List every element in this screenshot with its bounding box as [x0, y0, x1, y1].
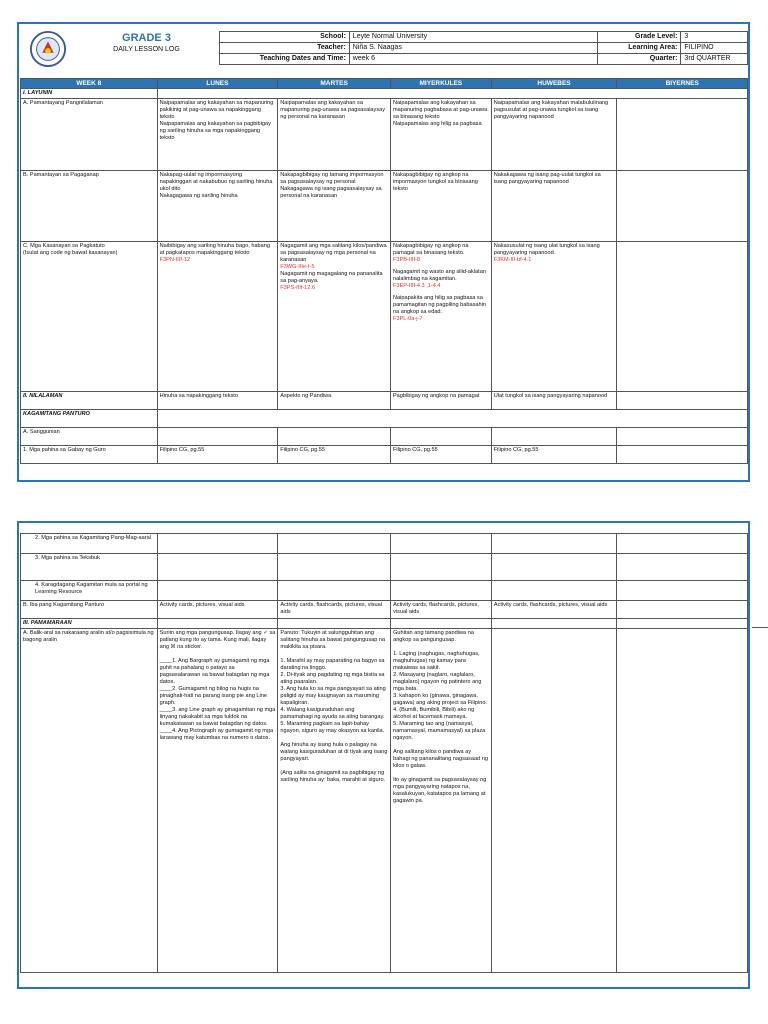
kagamitan-row — [21, 410, 748, 428]
cell: Naipapamalas ang kakayahan sa mapanuring pagbabasa at pag-unawa sa binasang teksto Naipapamalas ang hilig sa pagbasa — [390, 99, 491, 171]
row-label-pamantayang: A. Pamantayang Pangnilalaman — [21, 99, 158, 171]
cell — [390, 242, 491, 392]
col-miyerkules: MIYERKULES — [390, 79, 491, 89]
cell — [617, 629, 748, 973]
grade-title: GRADE 3 — [122, 32, 171, 44]
quarter-value: 3rd QUARTER — [681, 54, 748, 65]
pamamaraan-row — [21, 619, 748, 629]
lesson-log-subtitle: DAILY LESSON LOG — [113, 46, 180, 53]
cell — [617, 99, 748, 171]
cell: Filipino CG, pg.55 — [491, 446, 617, 464]
layunin-row — [21, 89, 748, 99]
header-info-table — [219, 31, 748, 65]
cell: Filipino CG, pg.55 — [278, 446, 391, 464]
cell: Filipino CG, pg.55 — [157, 446, 278, 464]
cell: Naipapamalas ang kakayahan sa mapanuring pakikinig at pag-unawa sa napakinggang teksto Naipapamalas ang kakayahan sa pagbibigay ng sariling hinuha sa mga napakinggang teksto — [157, 99, 278, 171]
learning-area-value: FILIPINO — [681, 43, 748, 54]
deped-seal-icon — [29, 30, 67, 68]
gabay-guro-label: 1. Mga pahina sa Gabay ng Guro — [21, 446, 158, 464]
iba-kagamitan-row — [21, 601, 748, 619]
pagaganap-row — [21, 171, 748, 242]
competency-code: F3PN-IIIf-12 — [159, 257, 191, 263]
cell: Nakapag-uulat ng impormasyong napakinggan at nakabubuo ng sariling hinuha ukol dito Nakagagawa ng sariling hinuha — [157, 171, 278, 242]
quarter-label: Quarter: — [598, 54, 681, 65]
learning-area-label: Learning Area: — [598, 43, 681, 54]
dates-value: week 6 — [349, 54, 598, 65]
gabay-guro-row — [21, 446, 748, 464]
teksbuk-label: 3. Mga pahina sa Teksbuk — [21, 554, 158, 581]
pamamaraan-heading: III. PAMAMARAAN — [21, 619, 158, 629]
nilalaman-heading: II. NILALAMAN — [21, 392, 158, 410]
teacher-value: Niña S. Naagas — [349, 43, 598, 54]
layunin-heading: I. LAYUNIN — [21, 89, 158, 99]
cell-text: Nagagamit ng magagalang na pananalita sa pag-anyaya. — [280, 271, 383, 284]
nilalaman-row — [21, 392, 748, 410]
cell — [491, 629, 617, 973]
kagamitang-magaaral-row — [21, 534, 748, 554]
cell: Activity cards, pictures, visual aids — [157, 601, 278, 619]
lesson-table-1 — [20, 78, 748, 464]
col-lunes: LUNES — [157, 79, 278, 89]
cell — [157, 242, 278, 392]
school-label: School: — [220, 32, 350, 43]
page-2 — [17, 521, 750, 989]
cell: Pagbibigay ng angkop na pamagat — [390, 392, 491, 410]
cell: Aspekto ng Pandiwa — [278, 392, 391, 410]
cell-text: Naipapakita ang hilig sa pagbasa sa pamamagitan ng pagpiling babasahin na angkop sa edad. — [392, 295, 486, 315]
col-martes: MARTES — [278, 79, 391, 89]
competency-code: F3KM-III-bf-4.1 — [493, 257, 532, 263]
kagamitan-heading: KAGAMITANG PANTURO — [21, 410, 158, 428]
cell — [617, 392, 748, 410]
cell: Guhitan ang tamang pandiwa na angkop sa pangungusap. 1. Laging (naghugas, naghuhugas, maghuhugas) ng kamay para makaiwas sa sakit. 2. Masayang (naglaro, naglalaro, maglalaro) ngayon ng patintero ang mga bata. 3. kahapon ko (ginawa, ginagawa, gagawa) ang aking project sa Filipino. 4. (Bumili, Bumibili, Bibili) ako ng alcohol at facemask mamaya. 5. Maraming tao ang (namasyal, namamasyal, mamamasyal) sa plaza ngayon. Ang salitang kilos o pandiwa ay bahagi ng pananalitang nagsasaad ng kilos o galaw. Ito ay ginagamit sa pagsasalaysay ng mga pangyayaring natapos na, kasalukuyan, katatapos pa lamang at gagawin pa. — [391, 629, 492, 973]
cell: Ulat tungkol sa isang pangyayaring napanood — [491, 392, 617, 410]
cell — [617, 242, 748, 392]
pamantayang-row — [21, 99, 748, 171]
cell: Activity cards, flashcards, pictures, visual aids — [391, 601, 492, 619]
cell-text: Naibibigay ang sariling hinuha bago, habang at pagkatapos mapakinggang teksto — [159, 243, 270, 256]
cell: Hinuha sa napakinggang teksto — [157, 392, 278, 410]
cell-text: Nagagamit ng wasto ang silid-aklatan nalalimbag na kagamitan. — [392, 269, 486, 282]
cell: Panuto: Tukuyin at salungguhitan ang salitang hinuha sa bawat pangungusap na makikita sa pisara. 1. Marahil ay may paparating na bagyo sa darating na linggo. 2. Di-tiyak ang pagdating ng mga bisita sa ating paaralan. 3. Ang hula ko sa mga pangyayari sa ating paligid ay may kaugnayan sa maruming kapaligiran. 4. Walang kasiguraduhan ang pamamahagi ng ayuda sa ating barangay. 5. Maraming pagkain sa lapit-bahay ngayon, siguro ay may okasyon sa kanila. Ang hinuha ay isang hula o palagay na walang kasiguraduhan at di tiyak ang isang pangyayari. (Ang salita na ginagamit sa pagbibigay ng sariling hinuha ay: baka, marahil at siguro. — [278, 629, 391, 973]
cell — [278, 242, 391, 392]
cell — [617, 446, 748, 464]
teacher-label: Teacher: — [220, 43, 350, 54]
col-huwebes: HUWEBES — [491, 79, 617, 89]
iba-label: B. Iba pang Kagamitang Panturo — [21, 601, 158, 619]
balik-aral-row — [21, 629, 748, 973]
cell: Naipapamalas ang kakayahan malabululinang pagsusulat at pag-unawa tungkol sa isang pangyayaring napanood — [491, 99, 617, 171]
col-biyernes: BIYERNES — [617, 79, 748, 89]
sanggunian-label: A. Sanggunian — [21, 428, 158, 446]
lesson-table-2 — [20, 533, 748, 973]
cell: Nakakagawa ng isang pag-uulat tungkol sa isang pangyayaring napanood — [491, 171, 617, 242]
cell-text: Nagagamit ang mga salitang kilos/pandiwa sa pagsasalaysay ng mga personal na karanasan — [280, 243, 387, 263]
cell-text: Nakapagbibigay ng angkop na pamagat sa binasang teksto. — [392, 243, 469, 256]
learning-resource-row — [21, 581, 748, 601]
cell: Activity cards, flashcards, pictures, visual aids — [491, 601, 617, 619]
teksbuk-row — [21, 554, 748, 581]
magaaral-label: 2. Mga pahina sa Kagamitang Pang-Mag-aaral — [21, 534, 158, 554]
cell-text: Nakasusulat ng isang ulat tungkol sa isang pangyayaring napanood. — [493, 243, 600, 256]
cell: Suriin ang mga pangungusap. Ilagay ang ✓ sa patlang kung ito ay tama. Kung mali, ilagay ang ☒ na sticker. ____1. Ang Bargraph ay gumagamit ng mga guhit na pahalang o patayo sa pagsasalarawan sa bawat batagdan ng mga datos. ____2. Gumagamit ng bilog na hugis na pinaghati-hati na parang isang pie ang Line graph. ____3. ang Line graph ay ginagamitan ng mga linyang nakakabit sa mga tuldok na kumakatawan sa bawat batagdan ng datos. ____4. Ang Pictograph ay gumagamit ng mga larawang may katumbas na numero o datos. — [157, 629, 278, 973]
cell: Naipapamalas ang kakayahan sa mapanuring pag-unawa sa pagsasalaysay ng personal na karanasan — [278, 99, 391, 171]
cell: Nakapagbibigay ng tamang impormasyon sa pagsasalaysay ng personal Nakagagawa ng isang pagsasalaysay sa personal na karanasan — [278, 171, 391, 242]
kasanayan-row — [21, 242, 748, 392]
row-label-kasanayan: C. Mga Kasanayan sa Pagkatuto (Isulat ang code ng bawat kasanayan) — [21, 242, 158, 392]
cell: Filipino CG, pg.55 — [390, 446, 491, 464]
grade-level-value: 3 — [681, 32, 748, 43]
table-divider-line — [752, 627, 768, 628]
cell — [617, 601, 748, 619]
competency-code: F3PB-IIIf-8 — [392, 257, 420, 263]
page-1 — [17, 22, 750, 482]
lr-label: 4. Karagdagang Kagamitan mula sa portal ng Learning Resource — [21, 581, 158, 601]
school-value: Leyte Normal University — [349, 32, 598, 43]
balik-aral-label: A. Balik-aral sa nakaraang aralin at/o pagsisimula ng bagong aralin — [21, 629, 158, 973]
competency-code: F3EP-IIIf-4.3 ,1-4.4 — [392, 283, 441, 289]
cell — [491, 242, 617, 392]
week-header-row — [21, 79, 748, 89]
cell: Activity cards, flashcards, pictures, visual aids — [278, 601, 391, 619]
col-week: WEEK 8 — [21, 79, 158, 89]
competency-code: F3WG-IIIe-f-5 — [280, 264, 315, 270]
grade-level-label: Grade Level: — [598, 32, 681, 43]
competency-code: F3PL-0a-j-7 — [392, 316, 423, 322]
cell: Nakapagbibigay ng angkop na impormasyon tungkol sa binasang teksto — [390, 171, 491, 242]
sanggunian-row — [21, 428, 748, 446]
dates-label: Teaching Dates and Time: — [220, 54, 350, 65]
row-label-pagaganap: B. Pamantayan sa Pagaganap — [21, 171, 158, 242]
cell — [617, 171, 748, 242]
competency-code: F3PS-IIIf-12.6 — [280, 285, 316, 291]
